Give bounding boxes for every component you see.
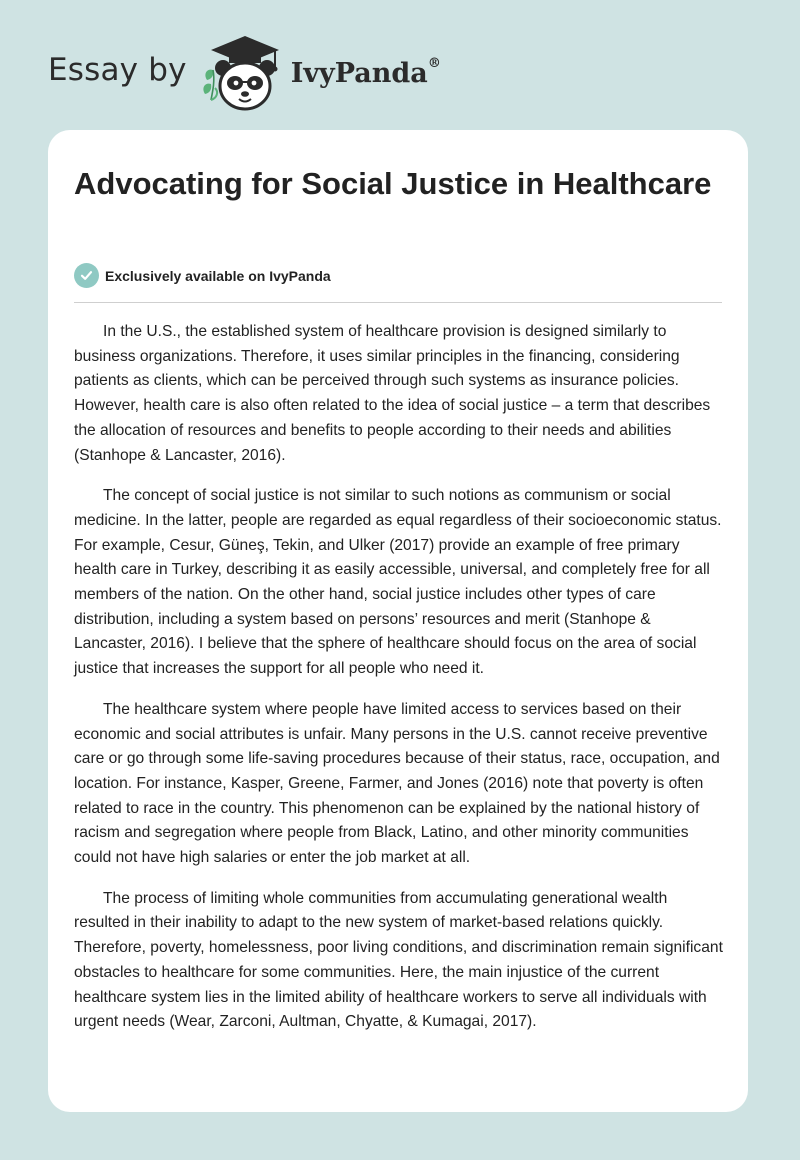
panda-graduate-icon[interactable] xyxy=(201,34,289,114)
paragraph: The healthcare system where people have limited access to services based on their economic and social attributes is unfair. Many persons in the U.S. cannot receive preventive care or go through some life-saving procedures because of their status, race, occupation, and location. For instance, Kasper, Greene, Farmer, and Jones (2016) note that poverty is often related to race in the country. This phenomenon can be explained by the national history of racism and segregation where people from Black, Latino, and other minority communities could not have high salaries or enter the job market at all. xyxy=(74,700,720,867)
paragraph: The process of limiting whole communities from accumulating generational wealth resulted in their inability to adapt to the new system of market-based relations quickly. Therefore, poverty, homelessness, poor living conditions, and discrimination remain significant obstacles to healthcare for some communities. Here, the main injustice of the current healthcare system lies in the limited ability of healthcare workers to serve all individuals with urgent needs (Wear, Zarconi, Aultman, Chyatte, & Kumagai, 2017). xyxy=(74,889,723,1031)
essay-card xyxy=(48,130,748,1112)
badge-label: Exclusively available on IvyPanda xyxy=(105,267,331,284)
registered-mark: ® xyxy=(427,55,441,71)
paragraph: In the U.S., the established system of healthcare provision is designed similarly to business organizations. Therefore, it uses similar principles in the financing, considering patients as clients, which can be perceived through such systems as insurance policies. However, health care is also often related to the idea of social justice – a term that describes the allocation of resources and benefits to people according to their needs and abilities (Stanhope & Lancaster, 2016). xyxy=(74,323,711,464)
essay-body xyxy=(74,320,724,1051)
paragraph: The concept of social justice is not similar to such notions as communism or social medicine. In the latter, people are regarded as equal regardless of their socioeconomic status. For example, Cesur, Güneş, Tekin, and Ulker (2017) provide an example of free primary health care in Turkey, describing it as easily accessible, universal, and completely free for all members of the nation. On the other hand, social justice includes other types of care distribution, including a system based on persons’ resources and merit (Stanhope & Lancaster, 2016). I believe that the sphere of healthcare should focus on the area of social justice that increases the support for all people who need it. xyxy=(74,487,722,678)
brand-name[interactable] xyxy=(290,55,441,89)
ivy-leaf-icon xyxy=(203,70,217,100)
exclusive-badge xyxy=(74,263,331,288)
brand-text: IvyPanda xyxy=(290,57,428,89)
check-circle-icon xyxy=(74,263,99,288)
site-header xyxy=(48,34,441,114)
essay-by-label: Essay by xyxy=(48,52,187,88)
page-title: Advocating for Social Justice in Healthcare xyxy=(74,166,712,201)
divider xyxy=(74,302,722,303)
